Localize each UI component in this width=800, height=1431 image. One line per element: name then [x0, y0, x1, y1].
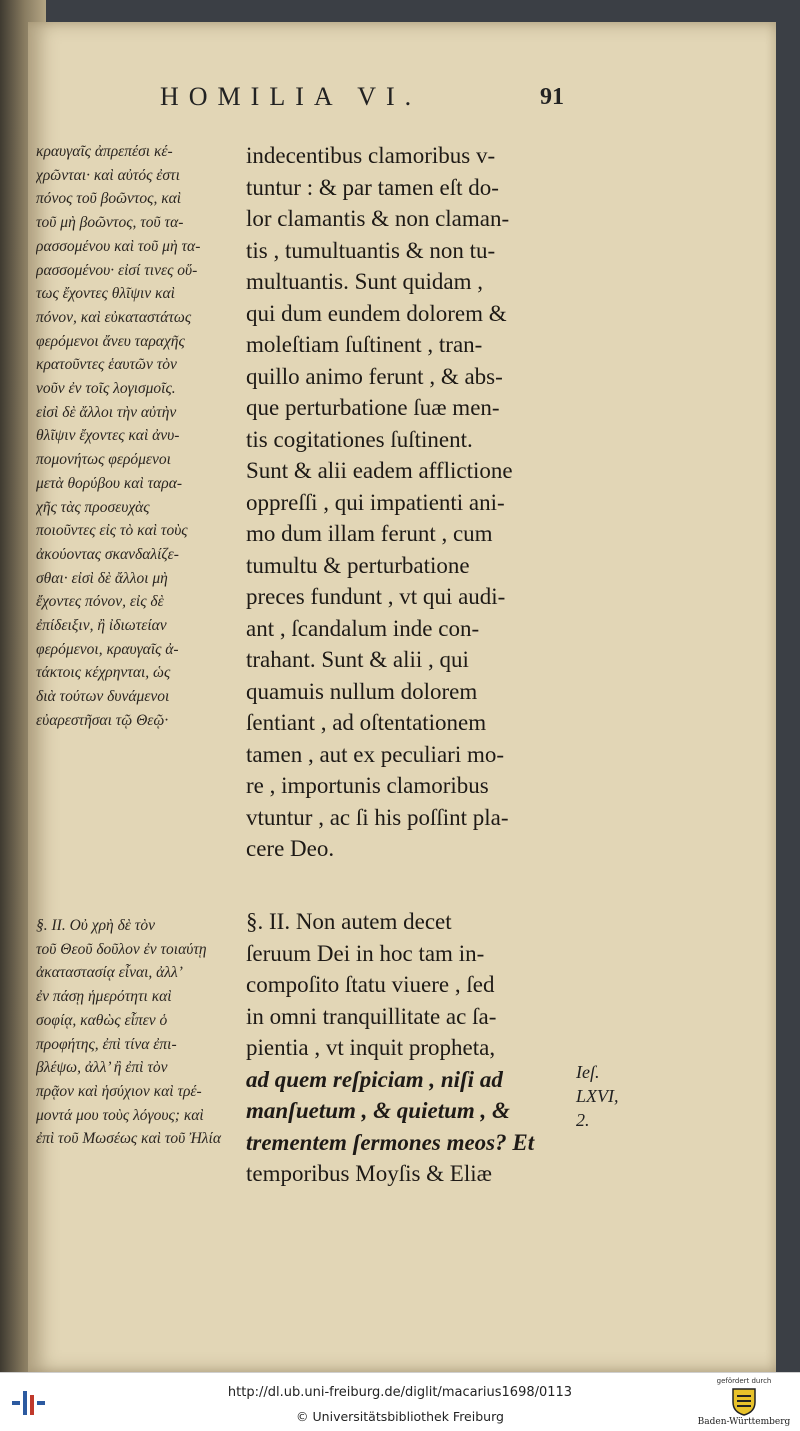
latin-text-line: quamuis nullum dolorem — [246, 678, 478, 704]
greek-text-line: τοῦ Θεοῦ δοῦλον ἐν τοιαύτῃ — [36, 940, 207, 958]
greek-text-line: εἰσὶ δὲ ἄλλοι τὴν αὐτὴν — [36, 403, 177, 421]
viewer-footer — [0, 1372, 800, 1431]
funded-by-label: gefördert durch — [716, 1377, 772, 1385]
greek-text-line: ἐν πάσῃ ἡμερότητι καὶ — [36, 988, 172, 1006]
latin-text-line: pientia , vt inquit propheta, — [246, 1035, 496, 1060]
greek-text-line: ἔχοντες πόνον, εἰς δὲ — [36, 593, 164, 611]
greek-text-line: σοφίᾳ, καθὼς εἶπεν ὁ — [36, 1011, 168, 1029]
greek-text-line: βλέψω, ἀλλ’ ἢ ἐπὶ τὸν — [36, 1059, 168, 1077]
greek-text-line: ποιοῦντες εἰς τὸ καὶ τοὺς — [36, 522, 188, 540]
latin-text-line: manſuetum , & quietum , & — [246, 1098, 510, 1123]
latin-text-line: in omni tranquillitate ac ſa- — [246, 1003, 497, 1029]
latin-text-line: Sunt & alii eadem afflictione — [246, 458, 513, 483]
greek-text-line: θλῖψιν ἔχοντες καὶ ἀνυ- — [36, 427, 180, 445]
greek-text-line: πόνος τοῦ βοῶντος, καὶ — [36, 190, 182, 208]
greek-text-line: τοῦ μὴ βοῶντος, τοῦ τα- — [36, 214, 184, 232]
latin-text-line: tamen , aut ex peculiari mo- — [246, 741, 505, 767]
header-title: HOMILIA VI. — [160, 82, 422, 111]
latin-text-line: tis , tumultuantis & non tu- — [246, 237, 496, 263]
copyright-notice: © Universitätsbibliothek Freiburg — [296, 1409, 504, 1424]
latin-text-line: mo dum illam ferunt , cum — [246, 521, 493, 546]
marginal-note-line: LXVI, — [576, 1086, 619, 1106]
latin-text-line: trementem ſermones meos? Et — [246, 1129, 535, 1155]
latin-text-line: que perturbatione ſuæ men- — [246, 395, 500, 420]
latin-text-line: cere Deo. — [246, 836, 335, 861]
latin-text-line: trahant. Sunt & alii , qui — [246, 647, 469, 672]
greek-text-line: εὐαρεστῆσαι τῷ Θεῷ· — [36, 711, 169, 729]
latin-text-line: §. II. Non autem decet — [246, 909, 452, 934]
marginal-reference — [576, 1060, 626, 1132]
greek-text-line: πομονήτως φερόμενοι — [36, 451, 171, 469]
latin-text-line: qui dum eundem dolorem & — [246, 300, 507, 326]
latin-text-line: moleſtiam ſuſtinent , tran- — [246, 332, 483, 357]
greek-text-line: φερόμενοι ἄνευ ταραχῆς — [36, 332, 185, 350]
greek-text-line: ἐπίδειξιν, ἢ ἰδιωτείαν — [36, 617, 167, 635]
greek-text-line: χῆς τὰς προσευχὰς — [36, 498, 150, 516]
marginal-note-line: 2. — [576, 1110, 590, 1130]
greek-text-line: πόνον, καὶ εὐκαταστάτως — [36, 308, 192, 326]
latin-text-line: temporibus Moyſis & Eliæ — [246, 1161, 492, 1186]
latin-text-line: ſeruum Dei in hoc tam in- — [246, 940, 485, 966]
greek-text-line: ρασσομένου καὶ τοῦ μὴ τα- — [36, 237, 201, 255]
greek-text-line: μοντά μου τοὺς λόγους; καὶ — [36, 1106, 204, 1124]
greek-text-line: σθαι· εἰσὶ δὲ ἄλλοι μὴ — [36, 569, 168, 587]
greek-text-line: ἐπὶ τοῦ Μωσέως καὶ τοῦ Ἠλία — [36, 1130, 221, 1148]
greek-text-line: τως ἔχοντες θλῖψιν καὶ — [36, 285, 175, 303]
latin-text-line: tis cogitationes ſuſtinent. — [246, 426, 473, 452]
latin-text-line: re , importunis clamoribus — [246, 773, 489, 798]
latin-text-line: preces fundunt , vt qui audi- — [246, 584, 506, 609]
latin-text-line: lor clamantis & non claman- — [246, 206, 510, 231]
greek-column-block-1 — [36, 140, 236, 733]
greek-text-line: κραυγαῖς ἀπρεπέσι κέ- — [36, 143, 173, 160]
document-url[interactable]: http://dl.ub.uni-freiburg.de/diglit/macarius1698/0113 — [227, 1385, 573, 1400]
greek-text-line: κρατοῦντες ἑαυτῶν τὸν — [36, 356, 177, 374]
latin-text-line: tumultu & perturbatione — [246, 552, 470, 578]
greek-text-line: νοῦν ἐν τοῖς λογισμοῖς. — [36, 380, 176, 398]
greek-text-line: ἀκαταστασίᾳ εἶναι, ἀλλ’ — [36, 964, 183, 982]
greek-text-line: προφήτης, ἐπὶ τίνα ἐπι- — [36, 1035, 177, 1053]
latin-column-block-2 — [246, 906, 568, 1190]
greek-text-line: τάκτοις κέχρηνται, ὡς — [36, 664, 171, 682]
latin-text-line: compoſito ſtatu viuere , ſed — [246, 972, 495, 997]
coat-of-arms-icon — [730, 1386, 758, 1416]
region-label: Baden-Württemberg — [697, 1417, 791, 1427]
latin-column-block-1 — [246, 140, 568, 865]
latin-text-line: tuntur : & par tamen eſt do- — [246, 174, 499, 200]
page-number: 91 — [540, 84, 564, 110]
greek-text-line: ἀκούοντας σκανδαλίζε- — [36, 545, 179, 563]
latin-text-line: vtuntur , ac ſi his poſſint pla- — [246, 804, 509, 830]
greek-text-line: φερόμενοι, κραυγαῖς ἀ- — [36, 640, 179, 658]
latin-text-line: ſentiant , ad oſtentationem — [246, 710, 487, 735]
greek-text-line: §. II. Οὐ χρὴ δὲ τὸν — [36, 917, 155, 934]
greek-text-line: χρῶνται· καὶ αὐτός ἐστι — [36, 166, 180, 184]
latin-text-line: quillo animo ferunt , & abs- — [246, 363, 503, 389]
greek-text-line: μετὰ θορύβου καὶ ταρα- — [36, 474, 183, 492]
latin-text-line: indecentibus clamoribus v- — [246, 143, 496, 168]
running-header — [160, 82, 580, 122]
latin-text-line: multuantis. Sunt quidam , — [246, 269, 484, 294]
greek-text-line: ρασσομένου· εἰσί τινες οὕ- — [36, 261, 198, 279]
latin-text-line: ad quem reſpiciam , niſi ad — [246, 1066, 503, 1092]
latin-text-line: ant , ſcandalum inde con- — [246, 615, 480, 641]
greek-text-line: πρᾷον καὶ ἡσύχιον καὶ τρέ- — [36, 1082, 202, 1100]
greek-column-block-2 — [36, 914, 236, 1151]
greek-text-line: διὰ τούτων δυνάμενοι — [36, 688, 170, 706]
latin-text-line: oppreſſi , qui impatienti ani- — [246, 489, 505, 515]
funding-badge — [696, 1377, 792, 1429]
marginal-note-line: Ieſ. — [576, 1062, 600, 1082]
